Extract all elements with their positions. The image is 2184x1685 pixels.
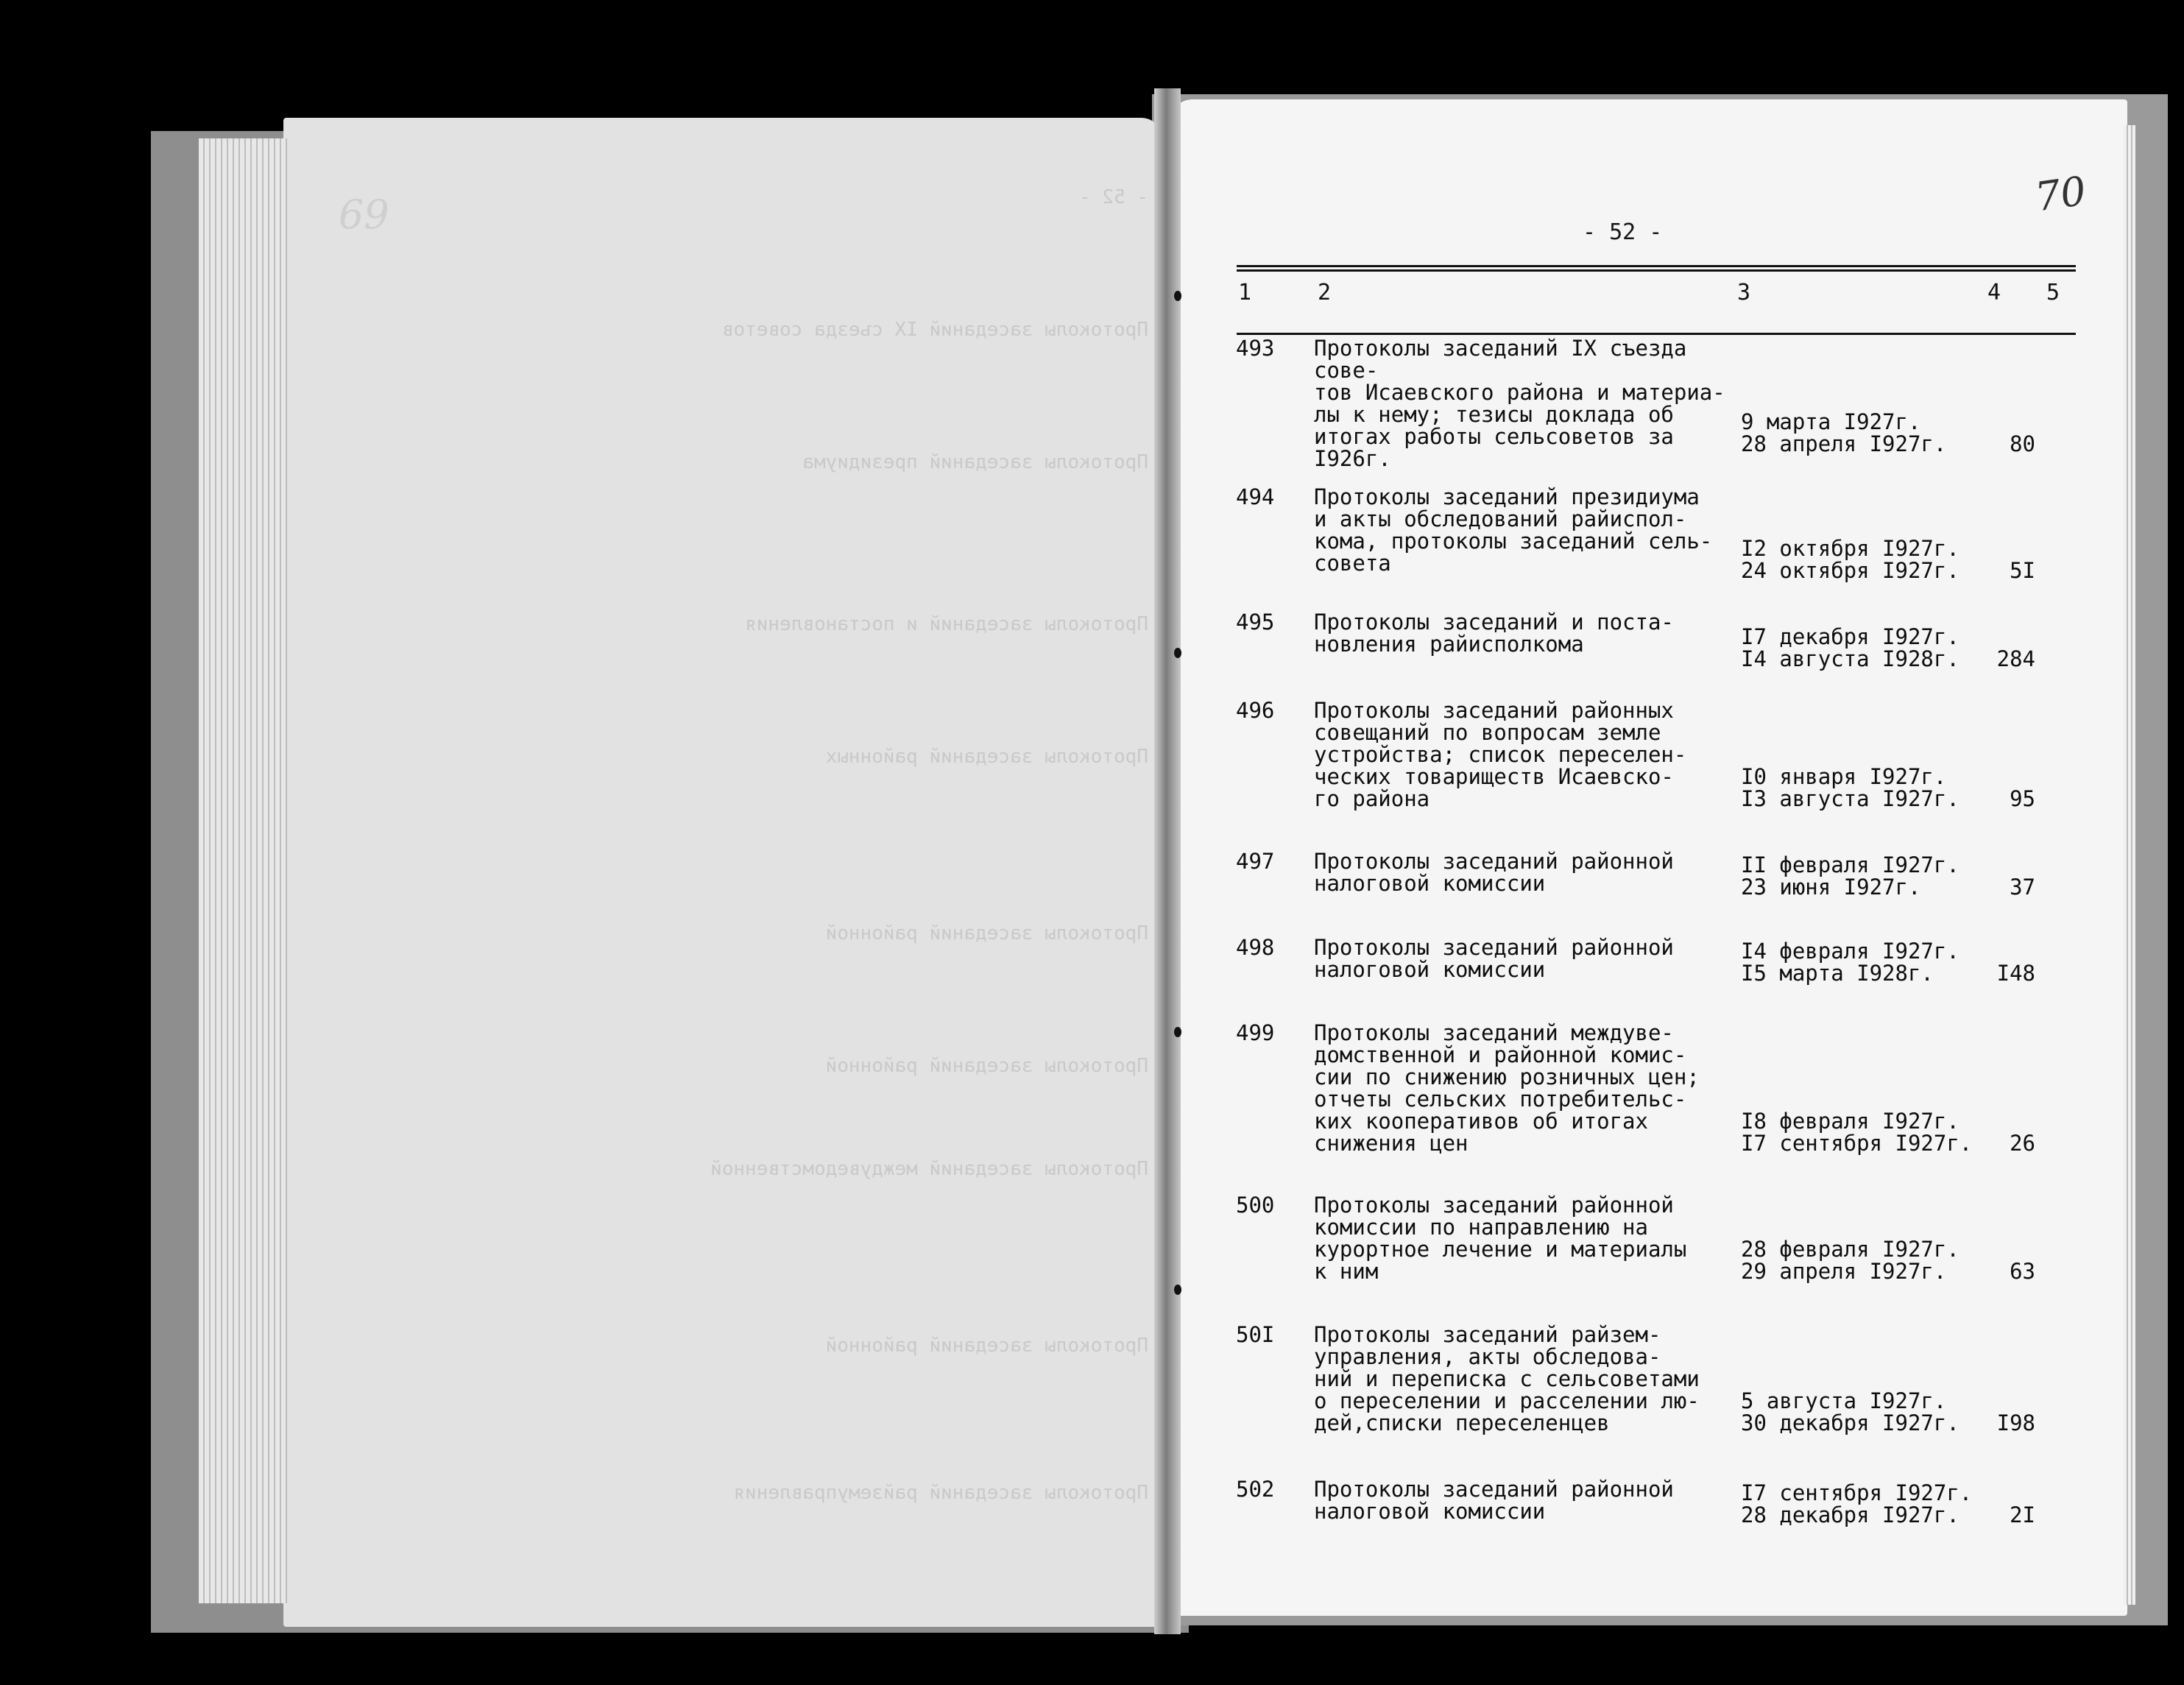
header-rule-bottom	[1237, 333, 2076, 335]
row-sheets: I98	[1996, 1410, 2035, 1435]
row-number: 500	[1236, 1193, 1275, 1218]
row-sheets: 37	[2010, 875, 2035, 900]
row-sheets: 2I	[2010, 1502, 2035, 1527]
row-dates: I2 октября I927г. 24 октября I927г.	[1741, 536, 1959, 583]
row-title: Протоколы заседаний районной налоговой комиссии	[1314, 1477, 1674, 1524]
row-number: 499	[1236, 1020, 1275, 1045]
row-sheets: 63	[2010, 1259, 2035, 1284]
row-title: Протоколы заседаний районной налоговой комиссии	[1314, 849, 1674, 896]
column-header-4: 4	[1987, 280, 2001, 305]
header-rule-top	[1237, 265, 2076, 267]
archive-sheet-number-left: 69	[339, 191, 389, 238]
row-sheets: I48	[1996, 961, 2035, 986]
row-sheets: 284	[1996, 646, 2035, 671]
row-sheets: 95	[2010, 786, 2035, 811]
row-dates: I8 февраля I927г. I7 сентября I927г.	[1741, 1109, 1973, 1156]
column-header-3: 3	[1737, 280, 1751, 305]
table-row	[1233, 611, 2087, 670]
bleed-through-text: - 52 - Протоколы заседаний IX съезда советов Протоколы заседаний президиума Протоколы заседаний и постановления Протоколы заседаний районных Протоколы заседаний районной Протоколы заседаний районной Протоколы заседаний междуведомственной Протоколы заседаний районной Протоколы заседаний райземуправления	[710, 186, 1148, 1504]
row-dates: I7 декабря I927г. I4 августа I928г.	[1741, 624, 1959, 671]
row-dates: 9 марта I927г. 28 апреля I927г.	[1741, 409, 1947, 456]
row-number: 498	[1236, 935, 1275, 960]
table-row	[1233, 936, 2087, 984]
row-title: Протоколы заседаний райзем- управления, акты обследова- ний и переписка с сельсоветами о переселении и расселении лю- дей,списки переселенцев	[1314, 1322, 1700, 1435]
table-row	[1233, 850, 2087, 898]
row-number: 493	[1236, 336, 1275, 361]
table-row	[1233, 1324, 2087, 1434]
row-title: Протоколы заседаний районных совещаний по вопросам земле устройства; список переселен- ческих товариществ Исаевско- го района	[1314, 698, 1687, 811]
table-row	[1233, 699, 2087, 810]
row-number: 495	[1236, 610, 1275, 635]
row-number: 50I	[1236, 1322, 1275, 1347]
row-title: Протоколы заседаний районной налоговой комиссии	[1314, 935, 1674, 982]
row-dates: I0 января I927г. I3 августа I927г.	[1741, 764, 1959, 811]
row-sheets: 80	[2010, 431, 2035, 456]
column-header-1: 1	[1238, 280, 1252, 305]
row-title: Протоколы заседаний и поста- новления райисполкома	[1314, 610, 1674, 657]
page-edges-left	[199, 138, 287, 1603]
binding-hole	[1174, 648, 1181, 658]
row-sheets: 26	[2010, 1131, 2035, 1156]
row-number: 497	[1236, 849, 1275, 874]
row-dates: I7 сентября I927г. 28 декабря I927г.	[1741, 1480, 1973, 1527]
table-row	[1233, 1478, 2087, 1526]
table-row	[1233, 1194, 2087, 1282]
row-number: 502	[1236, 1477, 1275, 1502]
row-title: Протоколы заседаний президиума и акты обследований райиспол- кома, протоколы заседаний сель- совета	[1314, 484, 1713, 576]
row-dates: II февраля I927г. 23 июня I927г.	[1741, 852, 1959, 900]
table-row	[1233, 486, 2087, 582]
table-row	[1233, 1022, 2087, 1154]
row-title: Протоколы заседаний междуве- домственной и районной комис- сии по снижению розничных цен; отчеты сельских потребительс- ких кооперативов об итогах снижения цен	[1314, 1020, 1700, 1156]
row-sheets: 5I	[2010, 558, 2035, 583]
binding-hole	[1174, 291, 1181, 301]
row-number: 494	[1236, 484, 1275, 509]
column-header-5: 5	[2046, 280, 2060, 305]
row-title: Протоколы заседаний районной комиссии по направлению на курортное лечение и материалы к ним	[1314, 1193, 1687, 1284]
book-gutter	[1154, 88, 1181, 1634]
table-row	[1233, 336, 2087, 471]
row-title: Протоколы заседаний IX съезда сове- тов Исаевского района и материа- лы к нему; тезисы доклада об итогах работы сельсоветов за I926г.	[1314, 336, 1725, 471]
row-dates: 5 августа I927г. 30 декабря I927г.	[1741, 1388, 1959, 1435]
row-number: 496	[1236, 698, 1275, 723]
binding-hole	[1174, 1285, 1181, 1295]
page-edges-right	[2124, 125, 2135, 1605]
row-dates: 28 февраля I927г. 29 апреля I927г.	[1741, 1237, 1959, 1284]
row-dates: I4 февраля I927г. I5 марта I928г.	[1741, 939, 1959, 986]
header-rule-top-double	[1237, 269, 2076, 272]
binding-hole	[1174, 1027, 1181, 1037]
archive-sheet-number-right: 70	[2032, 167, 2089, 221]
page-number: - 52 -	[1583, 219, 1663, 245]
column-header-2: 2	[1318, 280, 1332, 305]
